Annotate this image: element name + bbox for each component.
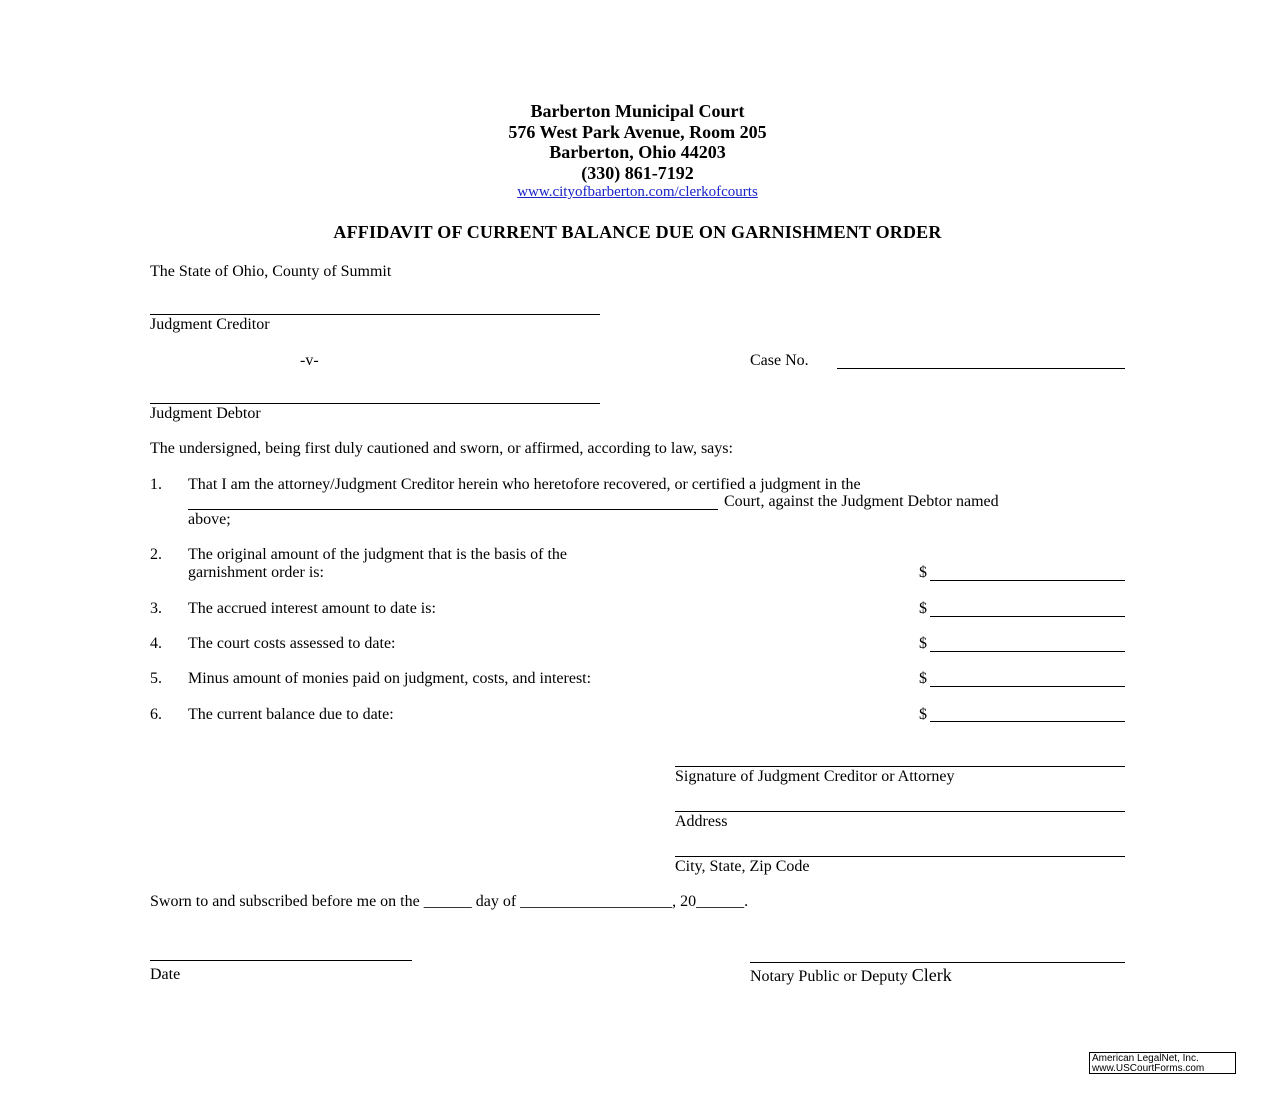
item-2-text-line2: garnishment order is: (188, 564, 324, 581)
item-2-number: 2. (150, 546, 162, 563)
sworn-year-blank[interactable]: ______ (696, 893, 745, 910)
item-3-text: The accrued interest amount to date is: (188, 600, 436, 617)
item-5-dollar: $ (919, 670, 927, 687)
item-3-number: 3. (150, 600, 162, 617)
sworn-end: . (744, 893, 749, 910)
address-blank[interactable] (675, 811, 1125, 812)
date-blank[interactable] (150, 960, 412, 961)
debtor-label: Judgment Debtor (150, 405, 261, 422)
item-3-dollar: $ (919, 600, 927, 617)
clerk-text: Clerk (911, 965, 952, 985)
court-name-blank[interactable] (188, 509, 718, 510)
sworn-day-of: day of (475, 893, 517, 910)
case-no-label: Case No. (750, 352, 809, 369)
city-state-zip-blank[interactable] (675, 856, 1125, 857)
current-balance-blank[interactable] (930, 721, 1125, 722)
item-2-dollar: $ (919, 564, 927, 581)
court-phone: (330) 861-7192 (581, 163, 694, 183)
interest-amount-blank[interactable] (930, 616, 1125, 617)
item-4-dollar: $ (919, 635, 927, 652)
notary-label (750, 966, 952, 986)
item-6-number: 6. (150, 706, 162, 723)
court-costs-blank[interactable] (930, 651, 1125, 652)
debtor-blank[interactable] (150, 403, 600, 404)
sworn-day-blank[interactable]: ______ (423, 893, 472, 910)
sworn-month-blank[interactable]: ___________________ (520, 893, 673, 910)
court-city: Barberton, Ohio 44203 (549, 142, 726, 162)
venue-text: The State of Ohio, County of Summit (150, 263, 392, 280)
creditor-blank[interactable] (150, 314, 600, 315)
sworn-year-prefix: , 20 (672, 893, 697, 910)
signature-label: Signature of Judgment Creditor or Attorney (675, 768, 955, 785)
form-title: AFFIDAVIT OF CURRENT BALANCE DUE ON GARNISHMENT ORDER (333, 222, 942, 242)
notary-text: Notary Public or Deputy (750, 968, 908, 985)
signature-blank[interactable] (675, 766, 1125, 767)
footer-company: American LegalNet, Inc. (1092, 1053, 1199, 1064)
footer-stamp (1089, 1052, 1236, 1074)
sworn-statement (150, 893, 748, 911)
item-1-text-line2: Court, against the Judgment Debtor named (724, 493, 999, 510)
footer-website: www.USCourtForms.com (1092, 1063, 1205, 1074)
court-address: 576 West Park Avenue, Room 205 (508, 122, 767, 142)
city-state-zip-label: City, State, Zip Code (675, 858, 810, 875)
item-4-text: The court costs assessed to date: (188, 635, 396, 652)
item-2-text: The original amount of the judgment that is the basis of the (188, 546, 568, 563)
item-4-number: 4. (150, 635, 162, 652)
notary-blank[interactable] (750, 962, 1125, 963)
monies-paid-blank[interactable] (930, 686, 1125, 687)
item-6-dollar: $ (919, 706, 927, 723)
address-label: Address (675, 813, 728, 830)
item-1-number: 1. (150, 476, 162, 493)
versus-text: -v- (300, 352, 319, 369)
sworn-prefix: Sworn to and subscribed before me on the (150, 893, 420, 910)
court-name: Barberton Municipal Court (530, 101, 745, 121)
original-amount-blank[interactable] (930, 580, 1125, 581)
intro-text: The undersigned, being first duly cautioned and sworn, or affirmed, according to law, says: (150, 440, 733, 457)
item-6-text: The current balance due to date: (188, 706, 394, 723)
item-5-number: 5. (150, 670, 162, 687)
court-website-link[interactable]: www.cityofbarberton.com/clerkofcourts (517, 184, 758, 200)
creditor-label: Judgment Creditor (150, 316, 270, 333)
item-1-text-line3: above; (188, 511, 231, 528)
date-label: Date (150, 966, 181, 983)
item-5-text: Minus amount of monies paid on judgment, costs, and interest: (188, 670, 592, 687)
item-1-text: That I am the attorney/Judgment Creditor herein who heretofore recovered, or certified a judgment in the (188, 476, 861, 493)
case-no-blank[interactable] (837, 368, 1125, 369)
